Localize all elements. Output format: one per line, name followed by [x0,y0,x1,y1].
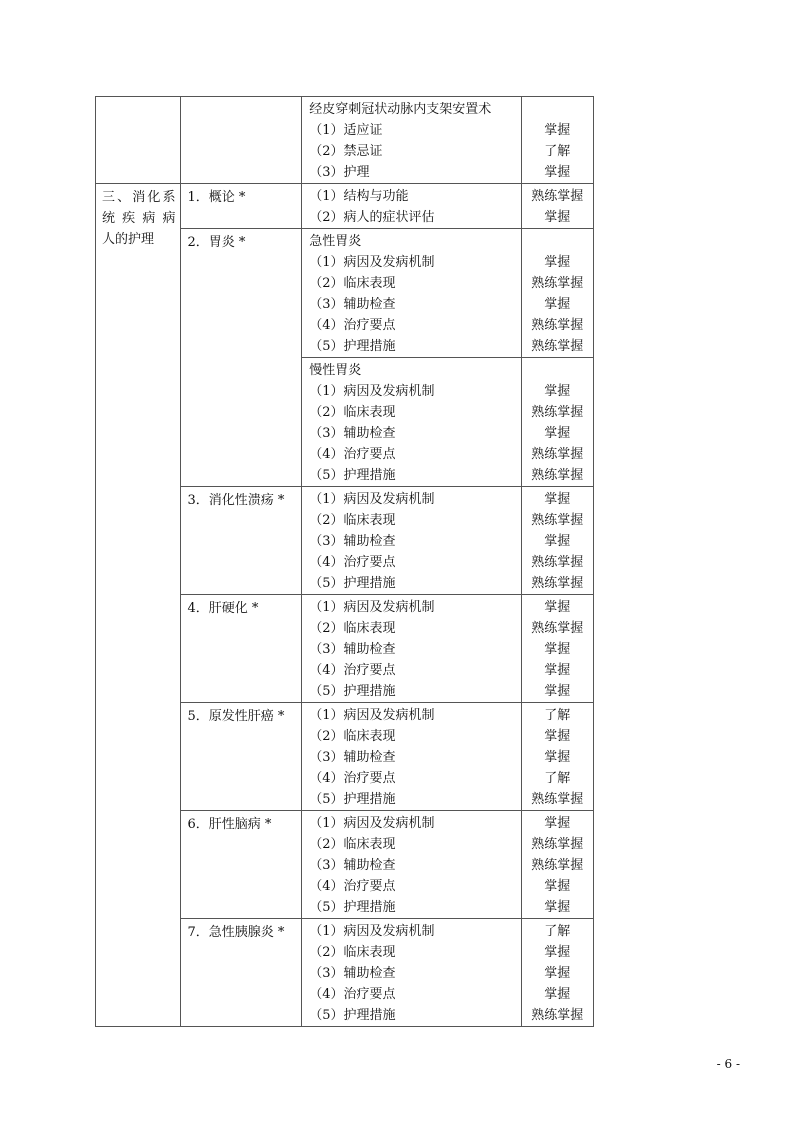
content-line: （1）适应证 [309,123,383,138]
content-line: （1）病因及发病机制 [309,924,435,939]
level-cell [521,97,593,184]
requirement-level: 掌握 [544,210,571,225]
topic-title: 5．原发性肝癌 * [180,703,302,811]
requirement-level: 熟练掌握 [531,576,584,591]
requirement-level: 掌握 [544,255,571,270]
content-line: （5）护理措施 [309,900,396,915]
requirement-level: 熟练掌握 [531,276,584,291]
content-line: （2）临床表现 [309,837,396,852]
content-line: （3）辅助检查 [309,534,396,549]
content-line: （3）辅助检查 [309,750,396,765]
content-line: （3）辅助检查 [309,966,396,981]
table-row [96,97,594,184]
requirement-level: 熟练掌握 [531,447,584,462]
requirement-level: 熟练掌握 [531,339,584,354]
content-line: （4）治疗要点 [309,555,396,570]
topic-title: 3．消化性溃疡 * [180,487,302,595]
content-line: （1）病因及发病机制 [309,816,435,831]
requirement-level: 掌握 [544,123,571,138]
requirement-level: 掌握 [544,426,571,441]
requirement-level: 熟练掌握 [531,513,584,528]
content-line: （2）临床表现 [309,729,396,744]
content-line: （5）护理措施 [309,339,396,354]
content-line: （5）护理措施 [309,792,396,807]
content-line: （5）护理措施 [309,576,396,591]
topic-title: 2．胃炎 * [180,229,302,487]
content-line: （3）护理 [309,165,370,180]
requirement-level: 掌握 [544,642,571,657]
level-cell [521,229,593,358]
requirement-level: 掌握 [544,966,571,981]
topic-title: 4．肝硬化 * [180,595,302,703]
level-cell [521,487,593,595]
requirement-level: 掌握 [544,816,571,831]
level-cell [521,811,593,919]
requirement-level: 熟练掌握 [531,189,584,204]
page-number: - 6 - [716,1057,740,1071]
unit-title-line: 人的护理 [102,232,155,247]
requirement-level: 了解 [544,771,571,786]
content-line: （5）护理措施 [309,468,396,483]
unit-cell [96,184,181,1027]
level-cell [521,184,593,229]
table-row [96,184,594,229]
content-line: （1）病因及发病机制 [309,255,435,270]
requirement-level: 熟练掌握 [531,405,584,420]
content-cell [302,703,521,811]
content-cell [302,358,521,487]
requirement-level [522,231,593,252]
content-cell [302,97,521,184]
requirement-level [522,360,593,381]
requirement-level: 了解 [544,924,571,939]
requirement-level: 掌握 [544,987,571,1002]
content-line: （2）临床表现 [309,621,396,636]
requirement-level: 掌握 [544,684,571,699]
requirement-level: 掌握 [544,492,571,507]
requirement-level: 熟练掌握 [531,621,584,636]
content-line: （1）病因及发病机制 [309,600,435,615]
level-cell [521,703,593,811]
content-cell [302,919,521,1027]
content-line: 急性胃炎 [309,234,362,249]
content-cell [302,811,521,919]
requirement-level: 掌握 [544,165,571,180]
content-line: （3）辅助检查 [309,858,396,873]
syllabus-table-body [96,97,594,1027]
content-line: （3）辅助检查 [309,297,396,312]
requirement-level: 熟练掌握 [531,1008,584,1023]
requirement-level: 熟练掌握 [531,858,584,873]
topic-title: 1．概论 * [180,184,302,229]
content-line: （4）治疗要点 [309,447,396,462]
level-cell [521,919,593,1027]
topic-cell [180,97,302,184]
requirement-level: 掌握 [544,750,571,765]
unit-title-line: 三、消化系 [102,190,176,205]
requirement-level: 了解 [544,144,571,159]
content-line: （5）护理措施 [309,1008,396,1023]
content-line: （2）临床表现 [309,945,396,960]
topic-title: 7．急性胰腺炎 * [180,919,302,1027]
requirement-level: 了解 [544,708,571,723]
content-cell [302,595,521,703]
content-line: （4）治疗要点 [309,318,396,333]
content-line: 经皮穿刺冠状动脉内支架安置术 [309,102,492,117]
requirement-level: 熟练掌握 [531,555,584,570]
requirement-level: 熟练掌握 [531,837,584,852]
unit-cell [96,97,181,184]
content-cell [302,487,521,595]
content-line: （4）治疗要点 [309,987,396,1002]
content-line: （1）结构与功能 [309,189,409,204]
requirement-level: 掌握 [544,297,571,312]
level-cell [521,595,593,703]
requirement-level: 掌握 [544,945,571,960]
content-line: （3）辅助检查 [309,642,396,657]
unit-title-line: 统 疾 病 病 [102,211,176,226]
content-line: （1）病因及发病机制 [309,708,435,723]
topic-title: 6．肝性脑病 * [180,811,302,919]
content-line: （2）临床表现 [309,513,396,528]
requirement-level: 掌握 [544,900,571,915]
content-line: 慢性胃炎 [309,363,362,378]
requirement-level: 熟练掌握 [531,318,584,333]
content-line: （3）辅助检查 [309,426,396,441]
level-cell [521,358,593,487]
content-line: （5）护理措施 [309,684,396,699]
content-line: （2）临床表现 [309,276,396,291]
content-cell [302,229,521,358]
content-line: （4）治疗要点 [309,663,396,678]
content-line: （4）治疗要点 [309,771,396,786]
content-line: （1）病因及发病机制 [309,384,435,399]
content-line: （2）病人的症状评估 [309,210,435,225]
requirement-level: 掌握 [544,729,571,744]
content-line: （2）禁忌证 [309,144,383,159]
requirement-level: 掌握 [544,879,571,894]
requirement-level: 掌握 [544,600,571,615]
requirement-level: 熟练掌握 [531,792,584,807]
requirement-level: 掌握 [544,384,571,399]
syllabus-table [95,96,594,1027]
requirement-level: 掌握 [544,663,571,678]
content-line: （1）病因及发病机制 [309,492,435,507]
content-line: （4）治疗要点 [309,879,396,894]
content-cell [302,184,521,229]
requirement-level: 熟练掌握 [531,468,584,483]
content-line: （2）临床表现 [309,405,396,420]
requirement-level [522,99,593,120]
requirement-level: 掌握 [544,534,571,549]
